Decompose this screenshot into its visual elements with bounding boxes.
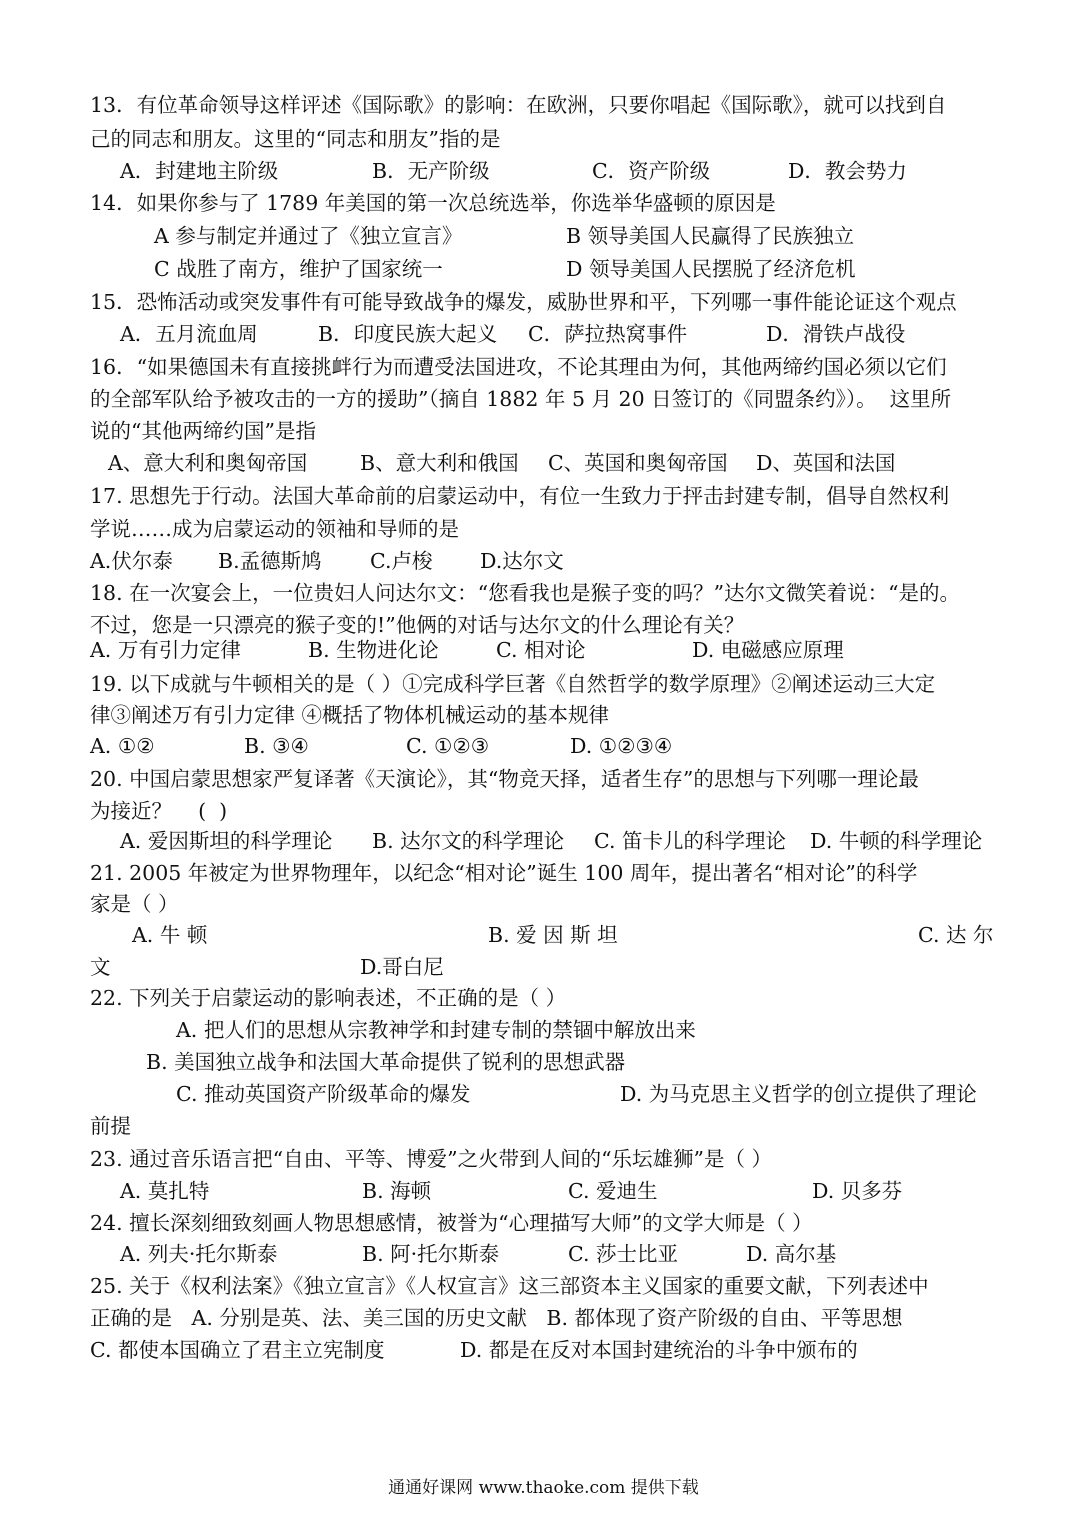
question-21-line-1: 21. 2005 年被定为世界物理年，以纪念“相对论”诞生 100 周年，提出著名“相对论”的科学 [90,861,918,885]
option-13-d: D．教会势力 [788,159,907,183]
option-18-b: B. 生物进化论 [308,638,439,662]
option-20-a: A. 爱因斯坦的科学理论 [120,829,333,853]
option-16-a: A、意大利和奥匈帝国 [108,451,308,475]
option-16-d: D、英国和法国 [756,451,896,475]
question-17-line-1: 17. 思想先于行动。法国大革命前的启蒙运动中，有位一生致力于抨击封建专制，倡导自然权利 [90,484,950,508]
question-18-line-2: 不过，您是一只漂亮的猴子变的!”他俩的对话与达尔文的什么理论有关？ [90,613,745,637]
question-19-line-2: 律③阐述万有引力定律 ④概括了物体机械运动的基本规律 [90,703,610,727]
option-21-a: A. 牛 顿 [132,923,208,947]
option-23-d: D. 贝多芬 [812,1179,903,1203]
question-22-line-1: 22. 下列关于启蒙运动的影响表述，不正确的是（ ） [90,986,567,1010]
question-13-line-1: 13．有位革命领导这样评述《国际歌》的影响：在欧洲，只要你唱起《国际歌》，就可以找到自 [90,93,947,117]
option-19-d: D. ①②③④ [570,734,673,758]
option-19-c: C. ①②③ [406,734,490,758]
question-19-line-1: 19. 以下成就与牛顿相关的是（ ）①完成科学巨著《自然哲学的数学原理》②阐述运动三大定 [90,672,936,696]
option-21-b: B. 爱 因 斯 坦 [488,923,618,947]
option-23-b: B. 海顿 [362,1179,432,1203]
page-footer: 通通好课网 www.thaoke.com 提供下载 [388,1478,699,1498]
question-21-line-2: 家是（ ） [90,892,179,916]
question-20-line-2: 为接近？ ( ) [90,799,228,823]
option-14-b: B 领导美国人民赢得了民族独立 [566,224,855,248]
question-16-line-3: 说的“其他两缔约国”是指 [90,419,316,443]
option-16-c: C、英国和奥匈帝国 [548,451,728,475]
option-17-d: D.达尔文 [480,549,564,573]
option-20-b: B. 达尔文的科学理论 [372,829,565,853]
option-19-a: A. ①② [90,734,155,758]
option-17-b: B.孟德斯鸠 [218,549,322,573]
option-24-b: B. 阿·托尔斯泰 [362,1242,500,1266]
option-15-c: C．萨拉热窝事件 [528,322,688,346]
option-20-d: D. 牛顿的科学理论 [810,829,983,853]
option-16-b: B、意大利和俄国 [360,451,519,475]
question-24-line-1: 24. 擅长深刻细致刻画人物思想感情，被誉为“心理描写大师”的文学大师是（ ） [90,1211,813,1235]
option-14-c: C 战胜了南方，维护了国家统一 [154,257,443,281]
question-25-line-1: 25. 关于《权利法案》《独立宣言》《人权宣言》这三部资本主义国家的重要文献，下列表述中 [90,1274,929,1298]
option-15-a: A．五月流血周 [120,322,258,346]
option-18-c: C. 相对论 [496,638,586,662]
option-20-c: C. 笛卡儿的科学理论 [594,829,786,853]
question-18-line-1: 18. 在一次宴会上，一位贵妇人问达尔文：“您看我也是猴子变的吗？”达尔文微笑着说：“是的。 [90,581,961,605]
question-16-line-1: 16．“如果德国未有直接挑衅行为而遭受法国进攻，不论其理由为何，其他两缔约国必须以它们 [90,355,947,379]
option-17-a: A.伏尔泰 [90,549,173,573]
question-13-line-2: 己的同志和朋友。这里的“同志和朋友”指的是 [90,127,501,151]
option-22-d-continued: 前提 [90,1114,131,1138]
option-23-c: C. 爱迪生 [568,1179,658,1203]
option-17-c: C.卢梭 [370,549,433,573]
option-21-c: C. 达 尔 [918,923,994,947]
option-24-c: C. 莎士比亚 [568,1242,678,1266]
option-15-d: D．滑铁卢战役 [766,322,906,346]
question-25-line-2: 正确的是 A. 分别是英、法、美三国的历史文献 B. 都体现了资产阶级的自由、平等思想 [90,1306,903,1330]
option-19-b: B. ③④ [244,734,309,758]
option-13-b: B．无产阶级 [372,159,490,183]
option-14-a: A 参与制定并通过了《独立宣言》 [154,224,463,248]
option-24-d: D. 高尔基 [746,1242,837,1266]
option-14-d: D 领导美国人民摆脱了经济危机 [566,257,856,281]
option-21-d: D.哥白尼 [360,955,444,979]
option-18-a: A. 万有引力定律 [90,638,241,662]
option-18-d: D. 电磁感应原理 [692,638,844,662]
option-22-c: C. 推动英国资产阶级革命的爆发 [176,1082,471,1106]
option-25-c: C. 都使本国确立了君主立宪制度 [90,1338,385,1362]
option-21-c-continued: 文 [90,955,111,979]
question-15-line-1: 15．恐怖活动或突发事件有可能导致战争的爆发，威胁世界和平，下列哪一事件能论证这个观点 [90,290,957,314]
option-22-a: A. 把人们的思想从宗教神学和封建专制的禁锢中解放出来 [176,1018,696,1042]
option-25-d: D. 都是在反对本国封建统治的斗争中颁布的 [460,1338,858,1362]
option-15-b: B．印度民族大起义 [318,322,498,346]
question-23-line-1: 23. 通过音乐语言把“自由、平等、博爱”之火带到人间的“乐坛雄狮”是（ ） [90,1147,773,1171]
question-17-line-2: 学说……成为启蒙运动的领袖和导师的是 [90,517,459,541]
option-22-d: D. 为马克思主义哲学的创立提供了理论 [620,1082,977,1106]
option-23-a: A. 莫扎特 [120,1179,210,1203]
question-14-line-1: 14．如果你参与了 1789 年美国的第一次总统选举，你选举华盛顿的原因是 [90,191,776,215]
option-13-a: A．封建地主阶级 [120,159,279,183]
option-24-a: A. 列夫·托尔斯泰 [120,1242,278,1266]
option-22-b: B. 美国独立战争和法国大革命提供了锐利的思想武器 [146,1050,626,1074]
option-13-c: C．资产阶级 [592,159,711,183]
question-20-line-1: 20. 中国启蒙思想家严复译著《天演论》，其“物竞天择，适者生存”的思想与下列哪一理论最 [90,767,919,791]
question-16-line-2: 的全部军队给予被攻击的一方的援助”（摘自 1882 年 5 月 20 日签订的《同盟条约》）。 这里所 [90,387,952,411]
